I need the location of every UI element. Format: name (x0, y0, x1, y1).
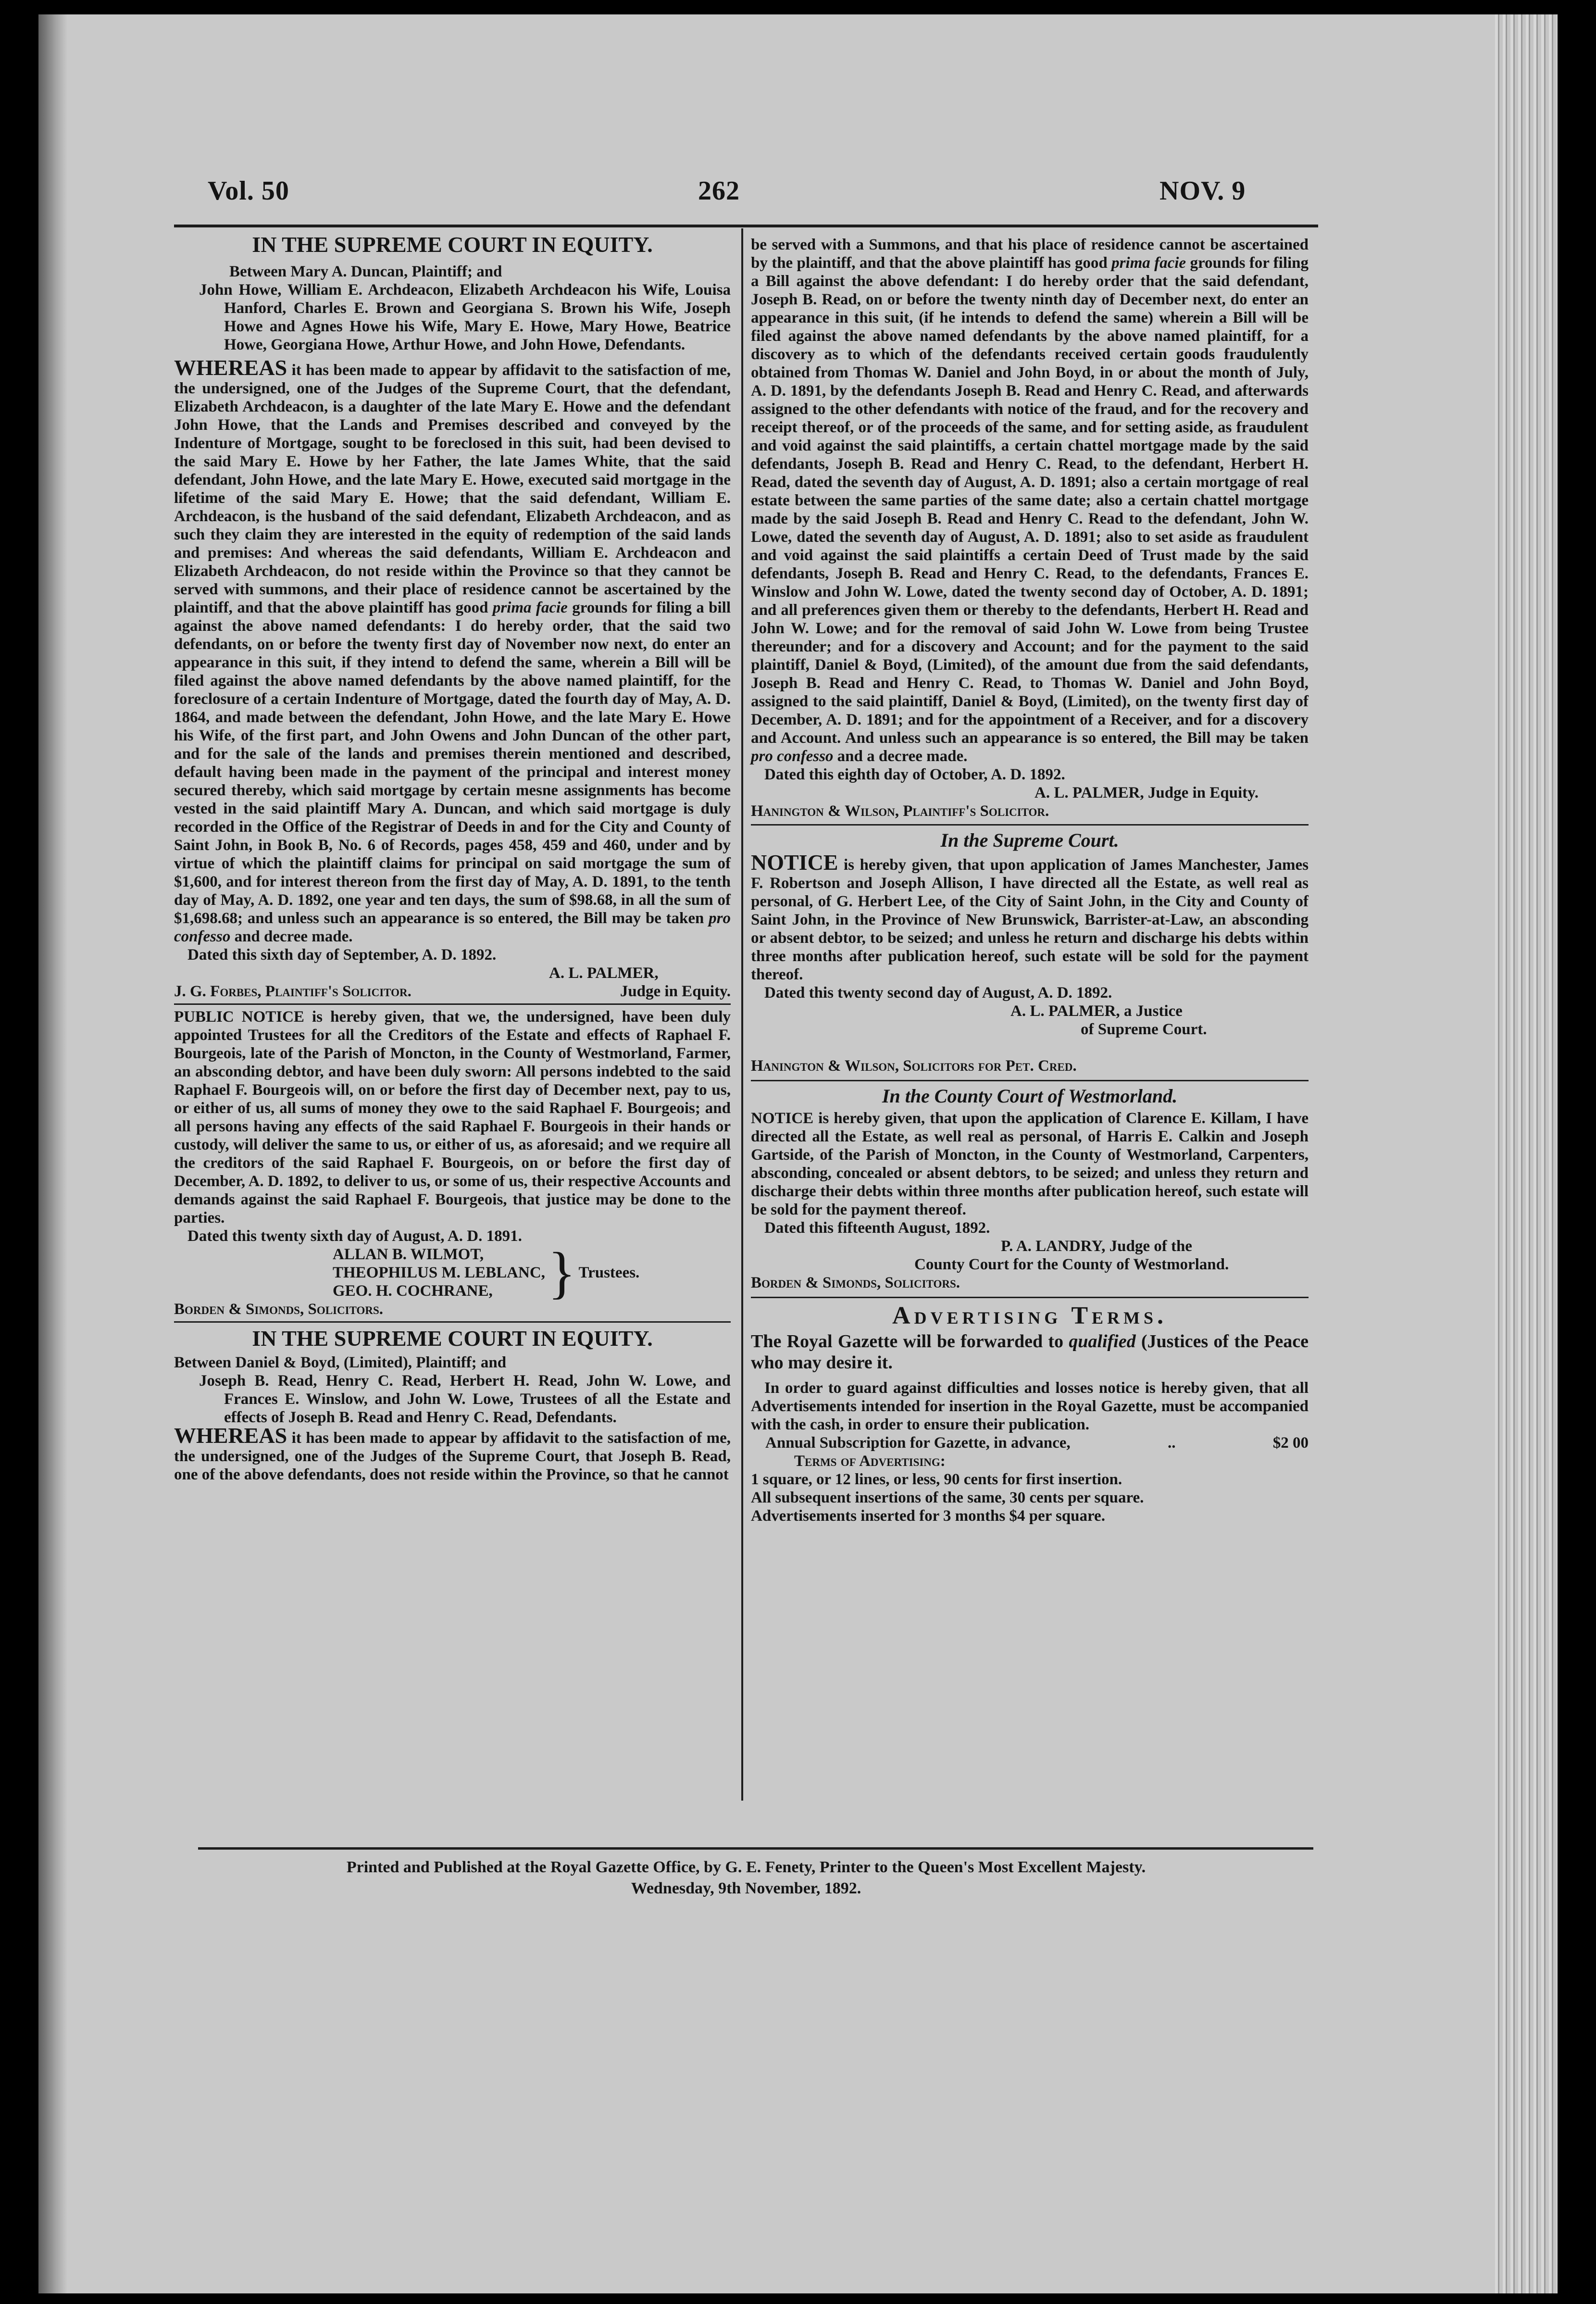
section-rule (174, 1003, 731, 1005)
imprint-line: Printed and Published at the Royal Gazette Office, by G. E. Fenety, Printer to the Queen's Most Excellent Majesty. (346, 1858, 1146, 1876)
cash-notice: In order to guard against difficulties and losses notice is hereby given, that all Advertisements intended for insertion in the Royal Gazette, must be accompanied with the cash, in order to ensure their publication. (751, 1379, 1309, 1433)
trustees-signatures (333, 1240, 731, 1304)
judge-name: A. L. PALMER, (549, 964, 659, 982)
notice-title: In the Supreme Court. (940, 829, 1119, 851)
notice-title: In the County Court of Westmorland. (882, 1085, 1178, 1107)
dated-line: Dated this sixth day of September, A. D. 1892. (187, 946, 497, 964)
left-column (174, 232, 731, 1484)
judge-title: of Supreme Court. (1081, 1021, 1207, 1038)
parties-line: Between Mary A. Duncan, Plaintiff; and (229, 263, 502, 280)
imprint-date: Wednesday, 9th November, 1892. (631, 1879, 861, 1897)
issue-date: NOV. 9 (1160, 176, 1246, 206)
right-column (751, 236, 1309, 1525)
trustee-name: THEOPHILUS M. LEBLANC, (333, 1264, 545, 1281)
page-number: 262 (698, 176, 740, 206)
header-rule (174, 225, 1318, 227)
notice-body: NOTICE is hereby given, that upon application of James Manchester, James F. Robertson and Joseph Allison, I have directed all the Estate, as well real as personal, of G. Herbert Lee, of the City of Saint John, in the City and County of Saint John, in the Province of New Brunswick, Barrister-at-Law, an absconding or absent debtor, to be seized; and unless he return and discharge his debts within three months after publication hereof, such estate will be sold for the payment thereof. (751, 850, 1309, 983)
whereas-word: WHEREAS (174, 355, 287, 380)
trustee-name: ALLAN B. WILMOT, (333, 1246, 484, 1263)
parties-line: Between Daniel & Boyd, (Limited), Plaintiff; and (174, 1354, 507, 1371)
solicitor: Hanington & Wilson, Solicitors for Pet. Cred. (751, 1057, 1077, 1075)
notice-supreme-court-daniel-boyd (174, 1326, 731, 1484)
annual-dots: .. (1167, 1434, 1176, 1452)
volume-label: Vol. 50 (208, 176, 289, 206)
advertising-title: Advertising Terms. (892, 1302, 1168, 1329)
binding-gutter (38, 14, 67, 2293)
parties-defendants: Joseph B. Read, Henry C. Read, Herbert H. Read, John W. Lowe, and Frances E. Winslow, and John W. Lowe, Trustees of all the Estate and effects of Joseph B. Read and Henry C. Read, Defendants. (199, 1372, 731, 1426)
notice-title: IN THE SUPREME COURT IN EQUITY. (252, 1326, 653, 1351)
notice-bourgeois-trustees (174, 1008, 731, 1318)
solicitor: Borden & Simonds, Solicitors. (174, 1301, 384, 1318)
solicitor: J. G. Forbes, Plaintiff's Solicitor. (174, 983, 411, 1000)
notice-supreme-court-duncan (174, 232, 731, 1001)
whereas-word: WHEREAS (174, 1423, 287, 1448)
column-divider (741, 228, 743, 1801)
footer-rule (198, 1847, 1313, 1850)
notice-body: be served with a Summons, and that his place of residence cannot be ascertained by the plaintiff, and that the above plaintiff has good prima facie grounds for filing a Bill against the above defendant: I do hereby order that the said defendant, Joseph B. Read, on or before the twenty ninth day of December next, do enter an appearance in this suit, (if he intends to defend the same) wherein a Bill will be filed against the above named defendants by the above named plaintiff, for a discovery as to which of the defendants received certain goods fraudulently obtained from Thomas W. Daniel and John Boyd, in or about the month of July, A. D. 1891, by the defendants Joseph B. Read and Henry C. Read, and afterwards assigned to the other defendants with notice of the fraud, and for the recovery and receipt thereof, or of the proceeds of the same, and for setting aside, as fraudulent and void against the said plaintiffs, a certain chattel mortgage made by the said defendants, Joseph B. Read and Henry C. Read, to the defendant, Herbert H. Read, dated the seventh day of August, A. D. 1891; also a certain mortgage of real estate between the same parties of the same date; also a certain chattel mortgage made by the said Joseph B. Read and Henry C. Read to the defendant, John W. Lowe, dated the seventh day of August, A. D. 1891; also to set aside as fraudulent and void against the said plaintiffs a certain Deed of Trust made by the said defendants, Joseph B. Read and Henry C. Read, to the defendants, Frances E. Winslow and John W. Lowe, dated the twenty second day of October, A. D. 1891; and all preferences given them or thereby to the defendants, Herbert H. Read and John W. Lowe; and for the removal of said John W. Lowe from being Trustee thereunder; and for a discovery and Account; and for the payment to the said plaintiff, Daniel & Boyd, (Limited), of the amount due from the said defendants, Joseph B. Read and Henry C. Read, to Thomas W. Daniel and John Boyd, assigned to the said plaintiff, Daniel & Boyd, (Limited), on the twenty first day of December, A. D. 1891; and for the appointment of a Receiver, and for a discovery and Account. And unless such an appearance is so entered, the Bill may be taken pro confesso and a decree made. (751, 236, 1309, 765)
solicitor: Hanington & Wilson, Plaintiff's Solicitor. (751, 802, 1049, 820)
advertising-terms (751, 1302, 1309, 1525)
judge-signature: A. L. PALMER, Judge in Equity. (1035, 784, 1259, 801)
trustee-name: GEO. H. COCHRANE, (333, 1282, 493, 1300)
page-edges (1495, 14, 1558, 2293)
section-rule (751, 1080, 1309, 1081)
annual-subscription-row (765, 1434, 1309, 1452)
forwarding-note: The Royal Gazette will be forwarded to qualified (Justices of the Peace who may desire it. (751, 1331, 1309, 1373)
judge-name: A. L. PALMER, a Justice (1010, 1002, 1183, 1020)
annual-label: Annual Subscription for Gazette, in advance, (765, 1434, 1071, 1452)
signature-row (174, 982, 731, 1001)
terms-item: Advertisements inserted for 3 months $4 per square. (751, 1507, 1105, 1525)
notice-calkin-gartside (751, 1087, 1309, 1292)
section-rule (751, 1297, 1309, 1298)
notice-word: NOTICE (751, 850, 838, 875)
judge-name: P. A. LANDRY, Judge of the (1001, 1238, 1192, 1255)
dated-line: Dated this twenty second day of August, A. D. 1892. (764, 984, 1112, 1002)
terms-heading: Terms of Advertising: (794, 1453, 946, 1470)
annual-price: $2 00 (1272, 1434, 1309, 1452)
notice-title: IN THE SUPREME COURT IN EQUITY. (252, 232, 653, 257)
terms-item: All subsequent insertions of the same, 30 cents per square. (751, 1489, 1144, 1506)
notice-lee-absconding (751, 831, 1309, 1075)
terms-item: 1 square, or 12 lines, or less, 90 cents for first insertion. (751, 1471, 1122, 1488)
parties-defendants: John Howe, William E. Archdeacon, Elizabeth Archdeacon his Wife, Louisa Hanford, Charles E. Brown and Georgiana S. Brown his Wife, Joseph Howe and Agnes Howe his Wife, Mary E. Howe, Mary Howe, Beatrice Howe, Georgiana Howe, Arthur Howe, and John Howe, Defendants. (199, 281, 731, 353)
dated-line: Dated this eighth day of October, A. D. 1892. (764, 766, 1065, 783)
trustees-label: Trustees. (578, 1264, 640, 1281)
dated-line: Dated this fifteenth August, 1892. (764, 1219, 990, 1237)
notice-body: WHEREAS it has been made to appear by affidavit to the satisfaction of me, the undersigned, one of the Judges of the Supreme Court, that Joseph B. Read, one of the above defendants, does not reside within the Province, so that he cannot (174, 1423, 731, 1483)
section-rule (751, 824, 1309, 826)
dated-line: Dated this twenty sixth day of August, A. D. 1891. (187, 1227, 522, 1245)
notice-body: PUBLIC NOTICE is hereby given, that we, the undersigned, have been duly appointed Trustees for all the Creditors of the Estate and effects of Raphael F. Bourgeois, late of the Parish of Moncton, in the County of Westmorland, Farmer, an absconding debtor, and have been duly sworn: All persons indebted to the said Raphael F. Bourgeois will, on or before the first day of December next, pay to us, or either of us, all sums of money they owe to the said Raphael F. Bourgeois; and all persons having any effects of the said Raphael F. Bourgeois in their hands or custody, will deliver the same to us, or either of us, as aforesaid; and we require all the creditors of the said Raphael F. Bourgeois, on or before the first day of December, A. D. 1892, to deliver to us, or some of us, their respective Accounts and demands against the said Raphael F. Bourgeois, that justice may be done to the parties. (174, 1008, 731, 1227)
notice-body: NOTICE is hereby given, that upon the application of Clarence E. Killam, I have directed all the Estate, as well real as personal, of Harris E. Calkin and Joseph Gartside, of the Parish of Moncton, in the County of Westmorland, Carpenters, absconding, concealed or absent debtors, to be seized; and unless they return and discharge their debts within three months after publication hereof, such estate will be sold for the payment thereof. (751, 1110, 1309, 1218)
brace-glyph: } (548, 1240, 576, 1304)
notice-body: WHEREAS it has been made to appear by affidavit to the satisfaction of me, the undersigned, one of the Judges of the Supreme Court, that the defendant, Elizabeth Archdeacon, is a daughter of the late Mary E. Howe and the defendant John Howe, that the Lands and Premises described and conveyed by the Indenture of Mortgage, sought to be foreclosed in this suit, had been devised to the said Mary E. Howe by her Father, the late James White, that the said defendant, John Howe, and the late Mary E. Howe, executed said mortgage in the lifetime of the said Mary E. Howe; that the said defendant, William E. Archdeacon, is the husband of the said defendant, Elizabeth Archdeacon, and as such they claim they are interested in the equity of redemption of the said lands and premises: And whereas the said defendants, William E. Archdeacon and Elizabeth Archdeacon, do not reside within the Province so that they cannot be served with summons, and their place of residence cannot be ascertained by the plaintiff, and that the above plaintiff has good prima facie grounds for filing a bill against the above named defendants: I do hereby order, that the said two defendants, on or before the twenty first day of November now next, do enter an appearance in this suit, if they intend to defend the same, wherein a Bill will be filed against the above named defendants by the above named plaintiff, for the foreclosure of a certain Indenture of Mortgage, dated the fourth day of May, A. D. 1864, and made between the defendant, John Howe, and the late Mary E. Howe his Wife, of the first part, and John Owens and John Duncan of the other part, and for the sale of the lands and premises therein mentioned and described, default having been made in the payment of the principal and interest money secured thereby, which said mortgage by certain mesne assignments has become vested in the said plaintiff Mary A. Duncan, and which said mortgage is duly recorded in the Office of the Registrar of Deeds in and for the City and County of Saint John, in Book B, No. 6 of Records, pages 458, 459 and 460, under and by virtue of which the plaintiff claims for principal on said mortgage the sum of $1,600, and for interest thereon from the first day of May, A. D. 1891, to the tenth day of May, A. D. 1892, one year and ten days, the sum of $98.68, in all the sum of $1,698.68; and unless such an appearance is so entered, the Bill may be taken pro confesso and decree made. (174, 355, 731, 945)
section-rule (174, 1321, 731, 1323)
newspaper-page (38, 14, 1558, 2293)
notice-daniel-boyd-continued (751, 236, 1309, 820)
solicitor: Borden & Simonds, Solicitors. (751, 1274, 960, 1291)
imprint (174, 1857, 1318, 1899)
judge-title: County Court for the County of Westmorland. (914, 1256, 1229, 1273)
judge-title: Judge in Equity. (620, 983, 731, 1000)
